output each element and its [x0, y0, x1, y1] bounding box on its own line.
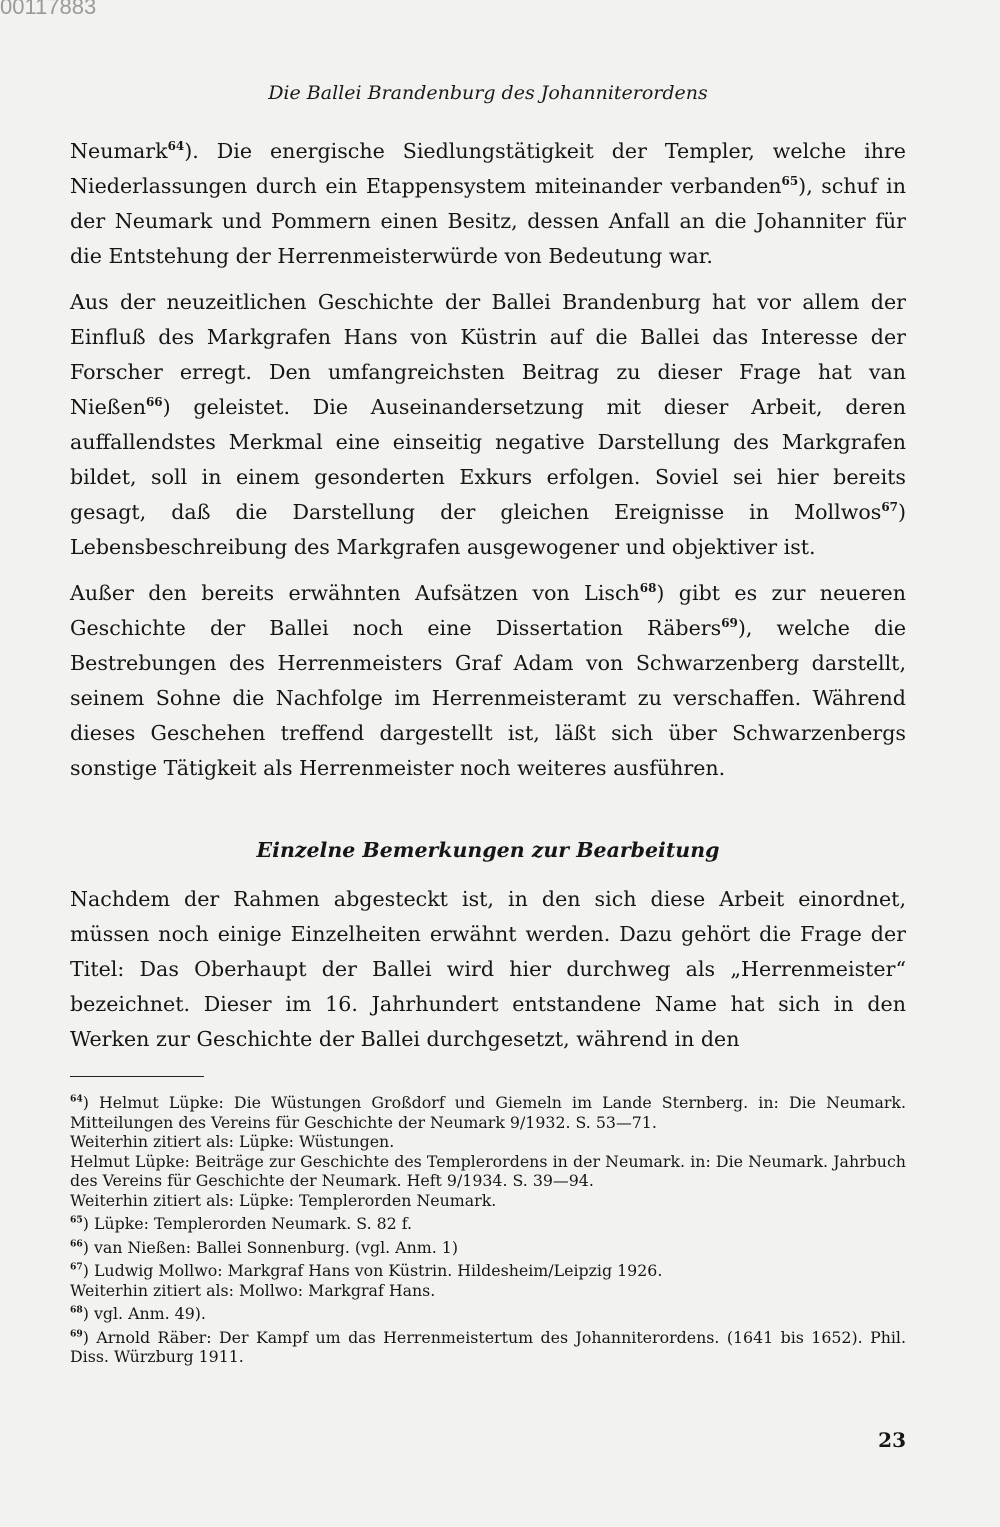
archive-id: 00117883 [0, 0, 97, 19]
footnote-text: Helmut Lüpke: Die Wüstungen Großdorf und Giemeln im Lande Sternberg. in: Die Neumark. Mitteilungen des Vereins für Geschichte der Neumark 9/1932. S. 53—71. [70, 1093, 907, 1132]
footnote-number: 66 [70, 1238, 83, 1250]
footnote-number: 65 [70, 1214, 83, 1226]
body-paragraph-3 [70, 576, 906, 786]
footnote-line [70, 1152, 906, 1191]
footnote-line [70, 1281, 906, 1301]
footnote-text: Ludwig Mollwo: Markgraf Hans von Küstrin. Hildesheim/Leipzig 1926. [93, 1261, 663, 1280]
footnote-ref[interactable]: 69 [721, 616, 738, 631]
footnote-65 [70, 1214, 906, 1234]
footnote-rule [70, 1076, 204, 1077]
footnote-69 [70, 1328, 906, 1367]
body-paragraph-1 [70, 134, 906, 274]
footnote-text: van Nießen: Ballei Sonnenburg. (vgl. Anm. 1) [93, 1237, 458, 1257]
footnote-67 [70, 1261, 906, 1300]
body-paragraph-4: Nachdem der Rahmen abgesteckt ist, in den sich diese Arbeit einordnet, müssen noch einige Einzelheiten erwähnt werden. Dazu gehört die Frage der Titel: Das Oberhaupt der Ballei wird hier durchweg als „Herrenmeister“ bezeichnet. Dieser im 16. Jahrhundert entstandene Name hat sich in den Werken zur Geschichte der Ballei durchgesetzt, während in den [70, 887, 906, 1051]
text-run: Außer den bereits erwähnten Aufsätzen von Lisch [70, 581, 640, 605]
footnote-line [70, 1191, 906, 1211]
text-run: ). Die energische Siedlungstätigkeit der Templer, welche ihre Niederlassungen durch ein Etappensystem miteinander verbanden [70, 139, 906, 198]
footnote-line: $^{66}$) van Nießen: Ballei Sonnenburg. (vgl. Anm. 1) [70, 1237, 458, 1257]
text-run: ), schuf in der Neumark und Pommern einen Besitz, dessen Anfall an die Johanniter für die Entstehung der Herrenmeisterwürde von Bedeutung war. [70, 174, 906, 268]
text-run: Neumark [70, 139, 168, 163]
footnote-ref[interactable]: 64 [167, 139, 185, 154]
footnote-ref[interactable]: 67 [881, 500, 898, 515]
running-head: Die Ballei Brandenburg des Johanniterordens [268, 82, 708, 104]
text-run: ) geleistet. Die Auseinandersetzung mit dieser Arbeit, deren auffallendstes Merkmal eine einseitig negative Darstellung des Markgrafen bildet, soll in einem gesonderten Exkurs erfolgen. Soviel sei hier bereits gesagt, daß die Darstellung der gleichen Ereignisse in Mollwos [70, 395, 906, 524]
body-paragraph-2 [70, 285, 906, 565]
footnote-line: $^{67}$) Ludwig Mollwo: Markgraf Hans von Küstrin. Hildesheim/Leipzig 1926. [70, 1261, 663, 1280]
text-run: ) gibt es zur neueren Geschichte der Ballei noch eine Dissertation Räbers [70, 581, 906, 640]
footnote-number: 67 [70, 1261, 83, 1273]
text-run: Aus der neuzeitlichen Geschichte der Ballei Brandenburg hat vor allem der Einfluß des Markgrafen Hans von Küstrin auf die Ballei das Interesse der Forscher erregt. Den umfangreichsten Beitrag zu dieser Frage hat van Nießen [70, 290, 906, 419]
footnote-ref[interactable]: 66 [146, 395, 163, 410]
footnote-66 [70, 1238, 906, 1258]
footnote-line [70, 1132, 906, 1152]
footnote-number: 68 [70, 1304, 83, 1316]
text-run: ) Lebensbeschreibung des Markgrafen ausgewogener und objektiver ist. [70, 500, 906, 559]
footnote-line: $^{69}$) Arnold Räber: Der Kampf um das Herrenmeistertum des Johanniterordens. (1641 bis 1652). Phil. Diss. Würzburg 1911. [70, 1327, 906, 1366]
page-number: 23 [878, 1428, 906, 1452]
footnote-number: 69 [70, 1328, 83, 1340]
footnote-ref[interactable]: 65 [781, 174, 799, 189]
footnote-number: 64 [70, 1093, 83, 1105]
footnote-text: Arnold Räber: Der Kampf um das Herrenmeistertum des Johanniterordens. (1641 bis 1652). Phil. Diss. Würzburg 1911. [70, 1327, 906, 1366]
footnote-line: $^{64}$) Helmut Lüpke: Die Wüstungen Großdorf und Giemeln im Lande Sternberg. in: Die Neumark. Mitteilungen des Vereins für Geschichte der Neumark 9/1932. S. 53—71. [70, 1093, 907, 1132]
footnote-text: Weiterhin zitiert als: Mollwo: Markgraf Hans. [70, 1280, 436, 1300]
footnote-line: $^{65}$) Lüpke: Templerorden Neumark. S. 82 f. [70, 1214, 413, 1233]
section-title: Einzelne Bemerkungen zur Bearbeitung [256, 838, 720, 862]
footnote-text: Weiterhin zitiert als: Lüpke: Templerorden Neumark. [70, 1190, 497, 1210]
footnote-text: vgl. Anm. 49). [93, 1304, 206, 1323]
footnote-text: Lüpke: Templerorden Neumark. S. 82 f. [93, 1214, 413, 1233]
footnote-ref[interactable]: 68 [639, 581, 657, 596]
footnote-64 [70, 1093, 906, 1210]
footnote-text: Helmut Lüpke: Beiträge zur Geschichte des Templerordens in der Neumark. in: Die Neumark. Jahrbuch des Vereins für Geschichte der Neumark. Heft 9/1934. S. 39—94. [70, 1151, 906, 1190]
footnote-68 [70, 1304, 906, 1324]
footnote-text: Weiterhin zitiert als: Lüpke: Wüstungen. [70, 1132, 395, 1151]
text-run: ), welche die Bestrebungen des Herrenmeisters Graf Adam von Schwarzenberg darstellt, seinem Sohne die Nachfolge im Herrenmeisteramt zu verschaffen. Während dieses Geschehen treffend dargestellt ist, läßt sich über Schwarzenbergs sonstige Tätigkeit als Herrenmeister noch weiteres ausführen. [70, 616, 907, 780]
footnote-line: $^{68}$) vgl. Anm. 49). [70, 1304, 206, 1323]
footnotes-block [70, 1093, 906, 1371]
